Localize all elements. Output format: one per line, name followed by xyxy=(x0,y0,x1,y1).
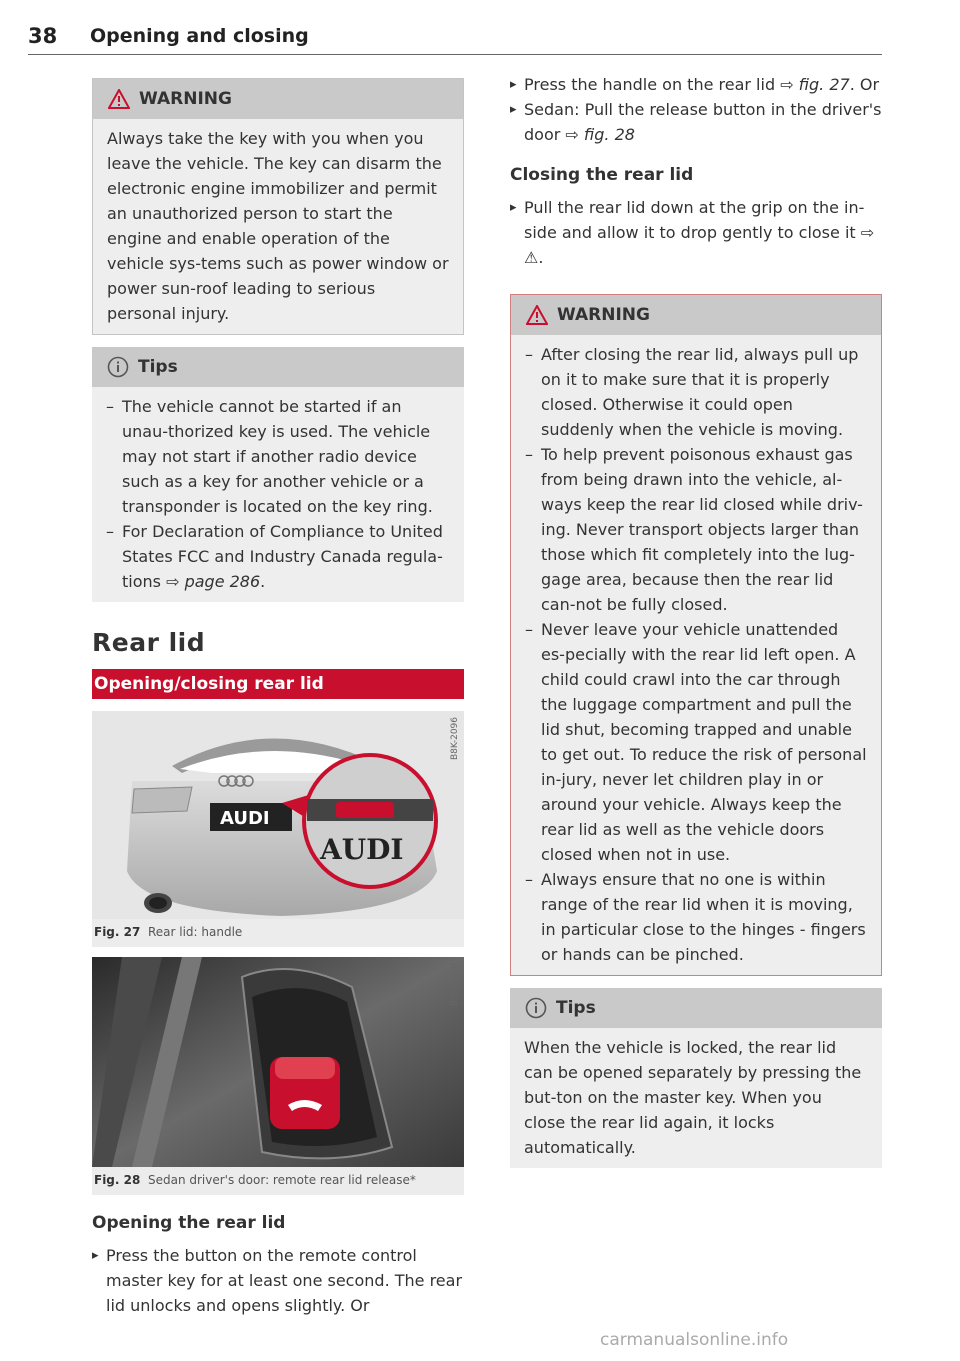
section-heading: Rear lid xyxy=(92,628,206,657)
subsection-heading: Opening/closing rear lid xyxy=(92,669,464,699)
figure-door-release xyxy=(92,957,464,1167)
car-rear-illustration xyxy=(92,711,464,919)
figure-code: B8K-1510 xyxy=(450,963,460,1007)
warning-item: – Never leave your vehicle unattended es-pecially with the rear lid left open. A child could crawl into the car through the luggage compartment and pull the lid shut, becoming trapped and unable to get out. To reduce the risk of personal in-jury, never let children play in or around your vehicle. Always keep the rear lid as well as the vehicle doors closed when not in use. xyxy=(525,617,867,867)
tips-item: – The vehicle cannot be started if an unau-thorized key is used. The vehicle may not start if another radio device such as a key for another vehicle or a transponder is located on the key ring. xyxy=(106,394,450,519)
right-column xyxy=(510,72,882,1180)
figure-code: B8K-2096 xyxy=(450,717,460,761)
figure-reference-link[interactable]: ⇨ fig. 28 xyxy=(565,125,635,144)
warning-title xyxy=(511,295,881,335)
badge-text: AUDI xyxy=(220,808,270,829)
tips-title xyxy=(510,988,882,1028)
watermark: carmanualsonline.info xyxy=(600,1330,789,1350)
figure-reference-link[interactable]: ⇨ fig. 27 xyxy=(780,75,850,94)
warning-item: – Always ensure that no one is within range of the rear lid when it is moving, in particular close to the hinges - fingers or hands can be pinched. xyxy=(525,867,867,967)
warning-triangle-icon xyxy=(107,87,131,111)
tips-text: When the vehicle is locked, the rear lid can be opened separately by pressing the but-ton on the master key. When you close the rear lid again, it locks automatically. xyxy=(524,1038,862,1157)
opening-step: ▸ Sedan: Pull the release button in the driver's door ⇨ fig. 28 xyxy=(510,97,882,147)
closing-heading: Closing the rear lid xyxy=(510,165,694,185)
tips-box xyxy=(92,347,464,602)
tips-title-text: Tips xyxy=(138,357,178,377)
opening-step: ▸ Press the button on the remote control master key for at least one second. The rear lid unlocks and opens slightly. Or xyxy=(92,1243,464,1318)
zoom-badge-text: AUDI xyxy=(320,833,404,866)
page-header xyxy=(28,22,882,55)
warning-item: – After closing the rear lid, always pull up on it to make sure that it is properly closed. Otherwise it could open suddenly when the vehicle is moving. xyxy=(525,342,867,442)
info-icon xyxy=(524,996,548,1020)
tips-title-text: Tips xyxy=(556,998,596,1018)
section-title: Opening and closing xyxy=(90,25,309,47)
left-column xyxy=(92,78,464,1318)
figure-caption: Fig. 28 Sedan driver's door: remote rear lid release* xyxy=(92,1167,464,1195)
tips-box xyxy=(510,988,882,1168)
page-number: 38 xyxy=(28,24,58,48)
closing-step: ▸ Pull the rear lid down at the grip on the in-side and allow it to drop gently to close it ⇨ ⚠. xyxy=(510,195,882,270)
warning-title-text: WARNING xyxy=(139,89,232,109)
warning-box xyxy=(92,78,464,335)
figure-caption: Fig. 27 Rear lid: handle xyxy=(92,919,464,947)
warning-title xyxy=(93,79,463,119)
warning-triangle-icon xyxy=(525,303,549,327)
figure-rear-lid-handle xyxy=(92,711,464,919)
warning-item: – To help prevent poisonous exhaust gas from being drawn into the vehicle, al-ways keep the rear lid closed while driv-ing. Never transport objects larger than those which fit completely into the lug-gage area, because then the rear lid can-not be fully closed. xyxy=(525,442,867,617)
page-reference-link[interactable]: ⇨ page 286 xyxy=(166,572,261,591)
opening-heading: Opening the rear lid xyxy=(92,1213,286,1233)
tips-item: – For Declaration of Compliance to United States FCC and Industry Canada regula-tions ⇨ page 286. xyxy=(106,519,450,594)
tips-title xyxy=(92,347,464,387)
door-release-illustration xyxy=(92,957,464,1167)
warning-title-text: WARNING xyxy=(557,305,650,325)
warning-box xyxy=(510,294,882,976)
info-icon xyxy=(106,355,130,379)
opening-step: ▸ Press the handle on the rear lid ⇨ fig. 27. Or xyxy=(510,72,882,97)
warning-text: Always take the key with you when you leave the vehicle. The key can disarm the electronic engine immobilizer and permit an unauthorized person to start the engine and enable operation of the vehicle sys-tems such as power window or power sun-roof leading to serious personal injury. xyxy=(107,129,449,323)
